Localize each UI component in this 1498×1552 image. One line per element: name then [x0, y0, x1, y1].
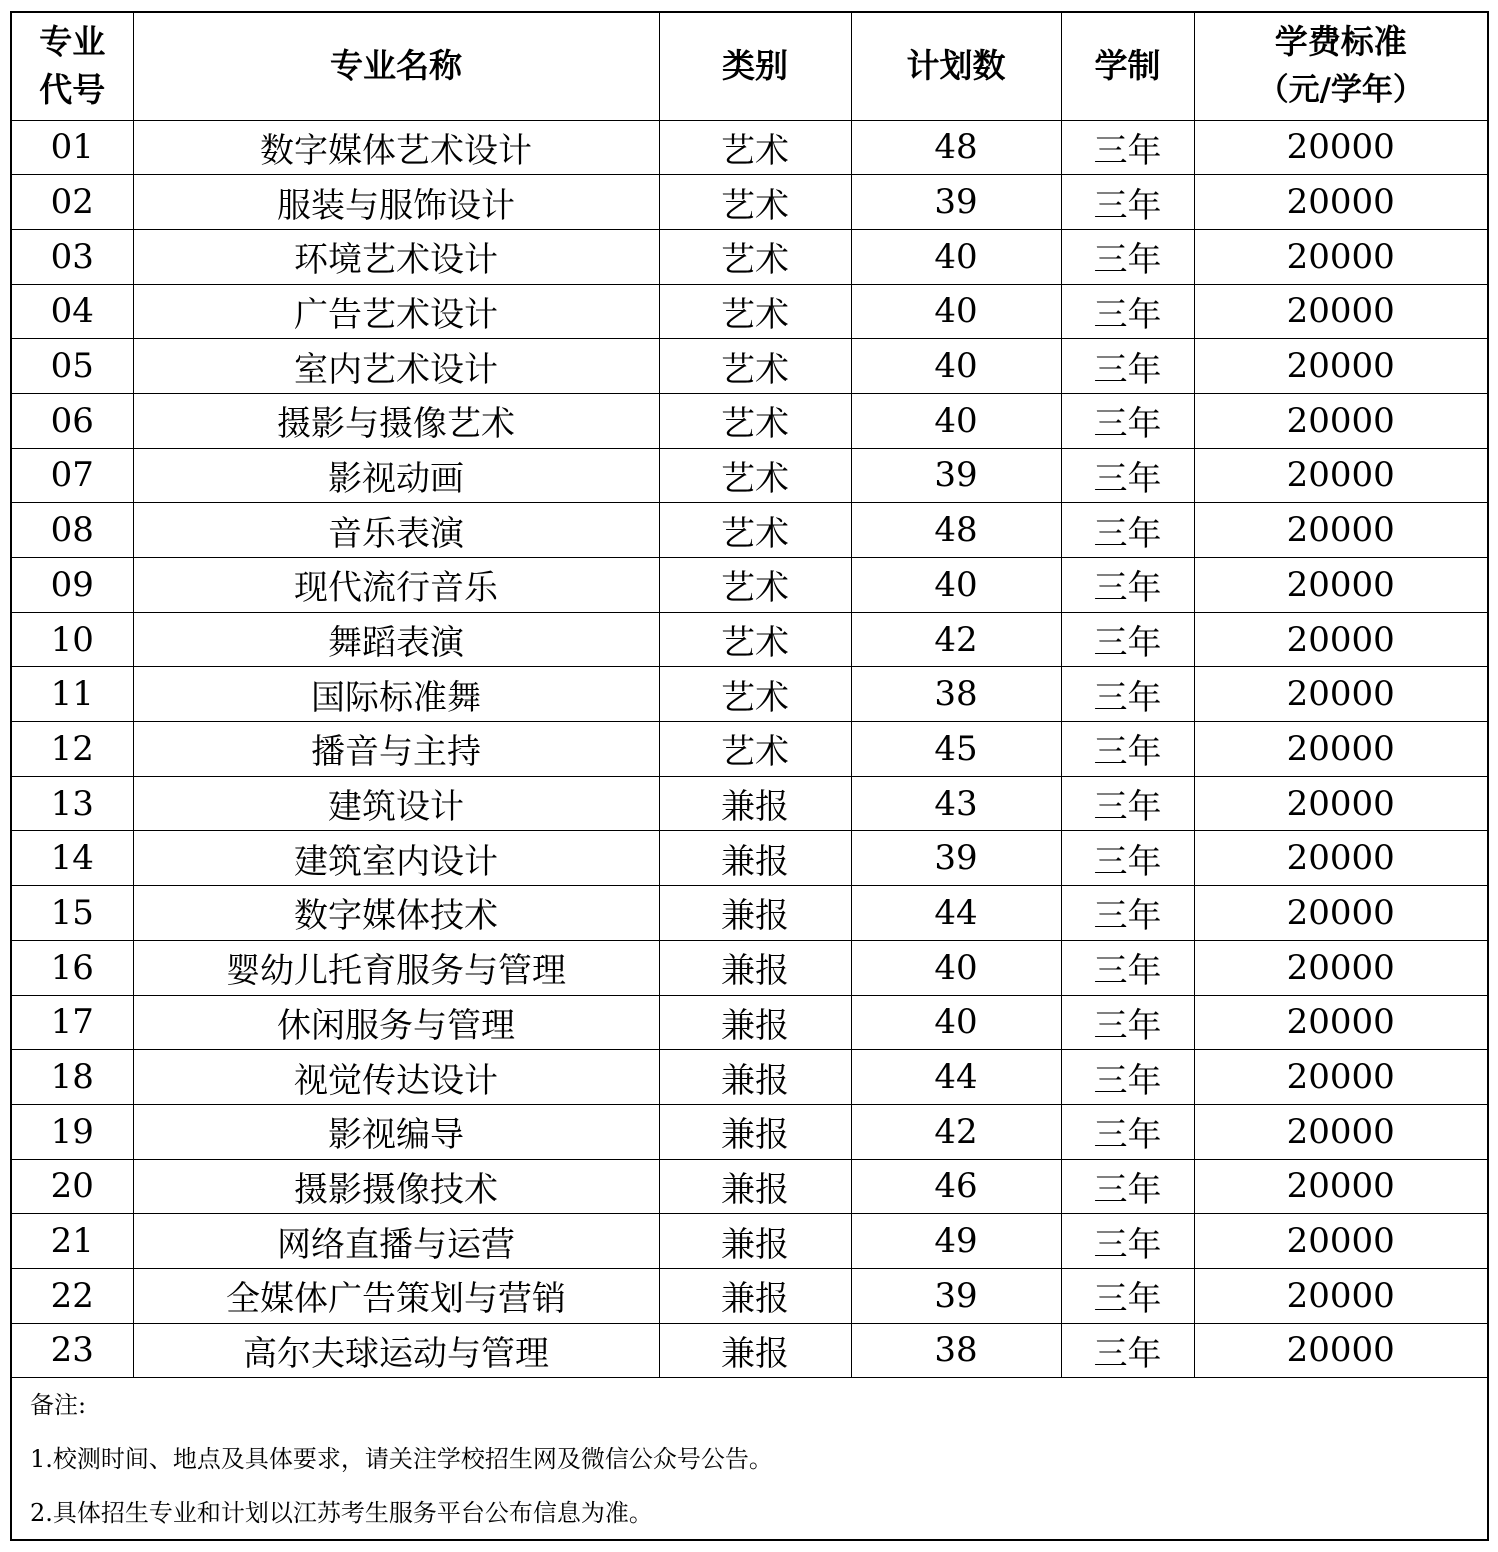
table-body — [12, 120, 1487, 1378]
cell-duration: 三年 — [1061, 1104, 1194, 1159]
cell-fee: 20000 — [1194, 776, 1487, 831]
cell-plan: 39 — [851, 448, 1061, 503]
cell-code: 12 — [12, 722, 133, 777]
cell-fee: 20000 — [1194, 1214, 1487, 1269]
cell-duration: 三年 — [1061, 612, 1194, 667]
cell-fee: 20000 — [1194, 722, 1487, 777]
cell-duration: 三年 — [1061, 284, 1194, 339]
header-name: 专业名称 — [133, 13, 659, 120]
cell-category: 兼报 — [659, 831, 851, 886]
cell-category: 艺术 — [659, 229, 851, 284]
cell-duration: 三年 — [1061, 1323, 1194, 1378]
cell-fee: 20000 — [1194, 1268, 1487, 1323]
header-duration: 学制 — [1061, 13, 1194, 120]
cell-code: 19 — [12, 1104, 133, 1159]
table-row — [12, 612, 1487, 667]
cell-plan: 48 — [851, 503, 1061, 558]
cell-name: 视觉传达设计 — [133, 1050, 659, 1105]
cell-code: 10 — [12, 612, 133, 667]
table-row — [12, 393, 1487, 448]
cell-name: 影视编导 — [133, 1104, 659, 1159]
cell-duration: 三年 — [1061, 229, 1194, 284]
cell-name: 广告艺术设计 — [133, 284, 659, 339]
cell-code: 05 — [12, 339, 133, 394]
table-row — [12, 284, 1487, 339]
cell-plan: 40 — [851, 229, 1061, 284]
cell-plan: 40 — [851, 558, 1061, 613]
table-row — [12, 175, 1487, 230]
cell-category: 艺术 — [659, 667, 851, 722]
table-row — [12, 995, 1487, 1050]
cell-duration: 三年 — [1061, 940, 1194, 995]
cell-name: 舞蹈表演 — [133, 612, 659, 667]
cell-plan: 40 — [851, 940, 1061, 995]
table-row — [12, 667, 1487, 722]
cell-category: 艺术 — [659, 722, 851, 777]
cell-plan: 40 — [851, 995, 1061, 1050]
cell-category: 兼报 — [659, 940, 851, 995]
table-row — [12, 1104, 1487, 1159]
cell-category: 兼报 — [659, 1214, 851, 1269]
cell-code: 14 — [12, 831, 133, 886]
cell-fee: 20000 — [1194, 1159, 1487, 1214]
cell-code: 23 — [12, 1323, 133, 1378]
cell-code: 17 — [12, 995, 133, 1050]
cell-fee: 20000 — [1194, 229, 1487, 284]
table-row — [12, 1323, 1487, 1378]
cell-plan: 40 — [851, 393, 1061, 448]
cell-fee: 20000 — [1194, 120, 1487, 175]
cell-name: 全媒体广告策划与营销 — [133, 1268, 659, 1323]
notes-title: 备注: — [30, 1391, 87, 1420]
cell-fee: 20000 — [1194, 503, 1487, 558]
cell-category: 兼报 — [659, 995, 851, 1050]
cell-code: 04 — [12, 284, 133, 339]
cell-duration: 三年 — [1061, 667, 1194, 722]
cell-name: 影视动画 — [133, 448, 659, 503]
cell-code: 01 — [12, 120, 133, 175]
header-fee — [1194, 13, 1487, 120]
cell-duration: 三年 — [1061, 1214, 1194, 1269]
cell-fee: 20000 — [1194, 339, 1487, 394]
cell-duration: 三年 — [1061, 175, 1194, 230]
table-row — [12, 722, 1487, 777]
cell-fee: 20000 — [1194, 448, 1487, 503]
cell-code: 18 — [12, 1050, 133, 1105]
cell-category: 艺术 — [659, 284, 851, 339]
cell-category: 艺术 — [659, 448, 851, 503]
table-row — [12, 1268, 1487, 1323]
cell-duration: 三年 — [1061, 886, 1194, 941]
header-category: 类别 — [659, 13, 851, 120]
cell-category: 兼报 — [659, 1159, 851, 1214]
enrollment-table — [12, 13, 1487, 1378]
cell-plan: 39 — [851, 175, 1061, 230]
note-line-1: 1.校测时间、地点及具体要求，请关注学校招生网及微信公众号公告。 — [30, 1445, 773, 1474]
cell-plan: 44 — [851, 886, 1061, 941]
table-row — [12, 120, 1487, 175]
cell-fee: 20000 — [1194, 558, 1487, 613]
table-row — [12, 831, 1487, 886]
cell-duration: 三年 — [1061, 448, 1194, 503]
cell-fee: 20000 — [1194, 1323, 1487, 1378]
cell-code: 21 — [12, 1214, 133, 1269]
cell-duration: 三年 — [1061, 1050, 1194, 1105]
cell-duration: 三年 — [1061, 339, 1194, 394]
cell-fee: 20000 — [1194, 667, 1487, 722]
cell-name: 数字媒体艺术设计 — [133, 120, 659, 175]
cell-code: 16 — [12, 940, 133, 995]
cell-category: 艺术 — [659, 175, 851, 230]
cell-name: 休闲服务与管理 — [133, 995, 659, 1050]
header-row — [12, 13, 1487, 120]
cell-code: 08 — [12, 503, 133, 558]
cell-plan: 44 — [851, 1050, 1061, 1105]
cell-fee: 20000 — [1194, 886, 1487, 941]
cell-plan: 40 — [851, 284, 1061, 339]
cell-code: 03 — [12, 229, 133, 284]
cell-duration: 三年 — [1061, 776, 1194, 831]
cell-duration: 三年 — [1061, 120, 1194, 175]
header-code — [12, 13, 133, 120]
cell-duration: 三年 — [1061, 558, 1194, 613]
cell-fee: 20000 — [1194, 284, 1487, 339]
cell-code: 11 — [12, 667, 133, 722]
cell-code: 02 — [12, 175, 133, 230]
cell-plan: 39 — [851, 831, 1061, 886]
table-row — [12, 229, 1487, 284]
enrollment-plan-sheet — [10, 11, 1489, 1541]
table-row — [12, 558, 1487, 613]
cell-name: 高尔夫球运动与管理 — [133, 1323, 659, 1378]
table-row — [12, 339, 1487, 394]
cell-duration: 三年 — [1061, 995, 1194, 1050]
cell-code: 22 — [12, 1268, 133, 1323]
cell-name: 建筑室内设计 — [133, 831, 659, 886]
cell-fee: 20000 — [1194, 995, 1487, 1050]
table-row — [12, 1159, 1487, 1214]
cell-duration: 三年 — [1061, 831, 1194, 886]
cell-name: 音乐表演 — [133, 503, 659, 558]
cell-name: 摄影与摄像艺术 — [133, 393, 659, 448]
cell-category: 兼报 — [659, 776, 851, 831]
cell-plan: 39 — [851, 1268, 1061, 1323]
cell-name: 播音与主持 — [133, 722, 659, 777]
cell-category: 艺术 — [659, 393, 851, 448]
cell-name: 现代流行音乐 — [133, 558, 659, 613]
cell-category: 艺术 — [659, 120, 851, 175]
cell-fee: 20000 — [1194, 1104, 1487, 1159]
cell-name: 环境艺术设计 — [133, 229, 659, 284]
cell-duration: 三年 — [1061, 722, 1194, 777]
header-fee-line1: 学费标准 — [1274, 22, 1407, 62]
cell-name: 国际标准舞 — [133, 667, 659, 722]
table-row — [12, 448, 1487, 503]
cell-code: 06 — [12, 393, 133, 448]
notes-section — [12, 1378, 1487, 1552]
cell-fee: 20000 — [1194, 1050, 1487, 1105]
cell-plan: 38 — [851, 1323, 1061, 1378]
cell-name: 建筑设计 — [133, 776, 659, 831]
cell-plan: 49 — [851, 1214, 1061, 1269]
table-row — [12, 886, 1487, 941]
header-code-line2: 代号 — [39, 70, 106, 110]
cell-name: 婴幼儿托育服务与管理 — [133, 940, 659, 995]
table-row — [12, 503, 1487, 558]
cell-fee: 20000 — [1194, 612, 1487, 667]
cell-plan: 42 — [851, 1104, 1061, 1159]
cell-name: 数字媒体技术 — [133, 886, 659, 941]
cell-code: 07 — [12, 448, 133, 503]
table-row — [12, 1050, 1487, 1105]
cell-fee: 20000 — [1194, 175, 1487, 230]
cell-category: 艺术 — [659, 339, 851, 394]
cell-duration: 三年 — [1061, 393, 1194, 448]
cell-plan: 48 — [851, 120, 1061, 175]
cell-category: 兼报 — [659, 1268, 851, 1323]
cell-code: 15 — [12, 886, 133, 941]
cell-category: 兼报 — [659, 886, 851, 941]
cell-name: 服装与服饰设计 — [133, 175, 659, 230]
cell-plan: 43 — [851, 776, 1061, 831]
cell-category: 兼报 — [659, 1050, 851, 1105]
cell-code: 13 — [12, 776, 133, 831]
note-line-2: 2.具体招生专业和计划以江苏考生服务平台公布信息为准。 — [30, 1499, 653, 1528]
cell-plan: 45 — [851, 722, 1061, 777]
cell-plan: 46 — [851, 1159, 1061, 1214]
cell-name: 网络直播与运营 — [133, 1214, 659, 1269]
cell-category: 艺术 — [659, 503, 851, 558]
cell-name: 室内艺术设计 — [133, 339, 659, 394]
cell-category: 艺术 — [659, 612, 851, 667]
cell-duration: 三年 — [1061, 503, 1194, 558]
table-row — [12, 1214, 1487, 1269]
cell-plan: 40 — [851, 339, 1061, 394]
table-row — [12, 776, 1487, 831]
header-fee-line2: （元/学年） — [1257, 72, 1424, 109]
cell-fee: 20000 — [1194, 940, 1487, 995]
cell-code: 09 — [12, 558, 133, 613]
cell-category: 艺术 — [659, 558, 851, 613]
cell-category: 兼报 — [659, 1104, 851, 1159]
cell-name: 摄影摄像技术 — [133, 1159, 659, 1214]
cell-category: 兼报 — [659, 1323, 851, 1378]
cell-fee: 20000 — [1194, 393, 1487, 448]
cell-fee: 20000 — [1194, 831, 1487, 886]
header-plan: 计划数 — [851, 13, 1061, 120]
cell-code: 20 — [12, 1159, 133, 1214]
header-code-line1: 专业 — [39, 22, 106, 62]
cell-plan: 42 — [851, 612, 1061, 667]
cell-duration: 三年 — [1061, 1268, 1194, 1323]
table-row — [12, 940, 1487, 995]
cell-plan: 38 — [851, 667, 1061, 722]
cell-duration: 三年 — [1061, 1159, 1194, 1214]
